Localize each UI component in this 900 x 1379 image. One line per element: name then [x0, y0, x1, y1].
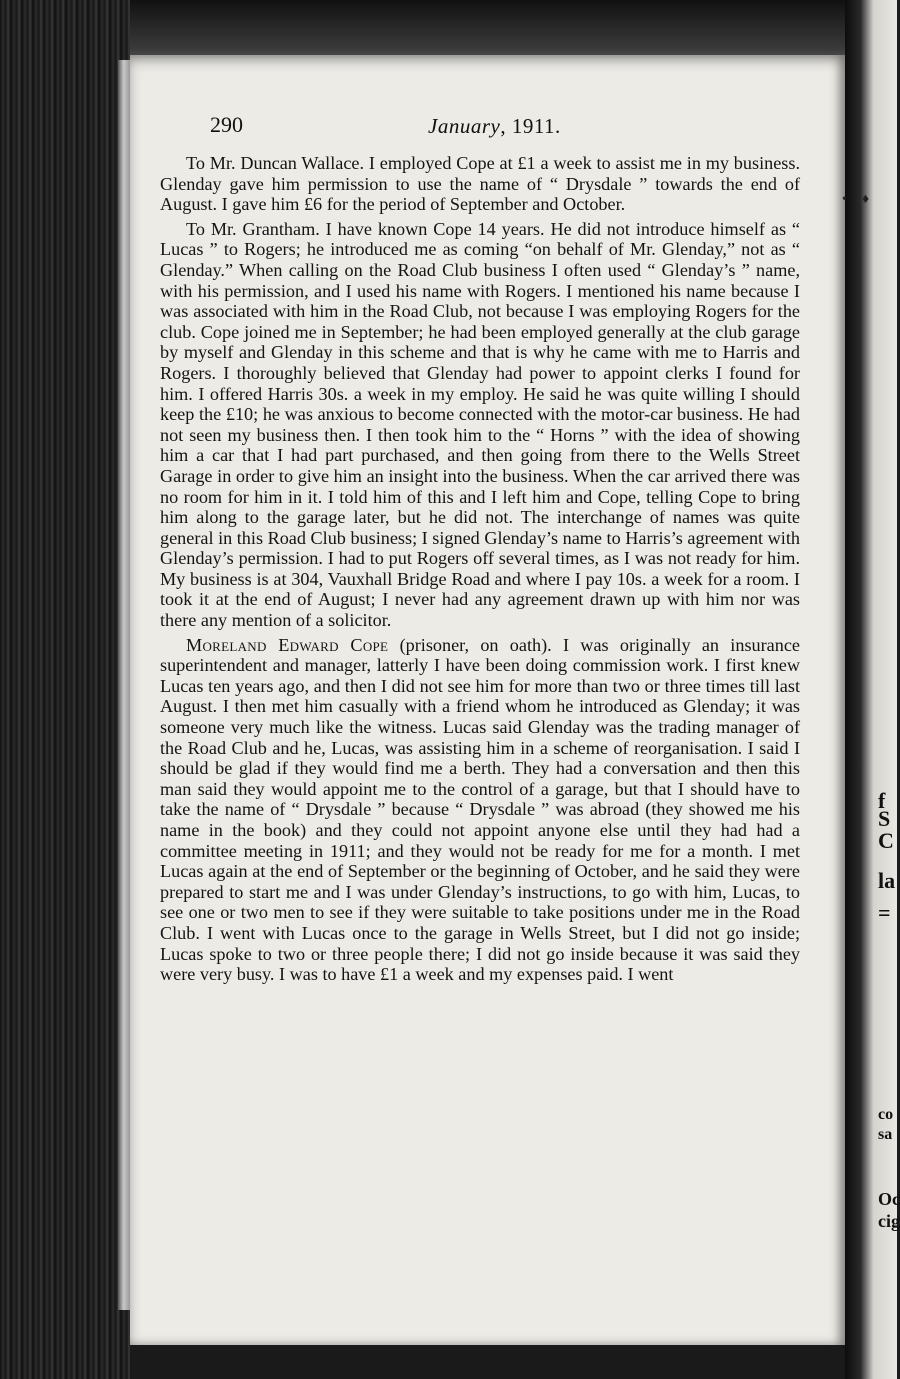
running-title-year: , 1911.	[500, 114, 561, 138]
margin-mark: ♦	[862, 192, 870, 207]
adjacent-page-fragment: cig	[878, 1211, 900, 1231]
witness-name: Moreland Edward Cope	[186, 634, 389, 655]
adjacent-page-fragment: Oc	[878, 1189, 900, 1209]
adjacent-page-fragment: co	[878, 1106, 894, 1123]
adjacent-page-fragment: =	[878, 900, 891, 925]
adjacent-page-strip	[845, 0, 900, 1379]
adjacent-page-fragment: sa	[878, 1126, 893, 1143]
paragraph-text: To Mr. Grantham. I have known Cope 14 years. He did not introduce himself as “ Lucas ” to Rogers; he introduced me as coming “on behalf of Mr. Glenday,” not as “ Glenday.” When calling on the Road Club business I often used “ Glenday’s ” name, with his permission, and I used his name with Rogers. I mentioned his name because I was associated with him in the Road Club, not because I was employing Rogers for the club. Cope joined me in September; he had been employed generally at the club garage by myself and Glenday in this scheme and that is why he came with me to Harris and Rogers. I thoroughly believed that Glenday had power to appoint clerks I found for him. I offered Harris 30s. a week in my employ. He said he was quite willing I should keep the £10; he was anxious to become connected with the motor-car business. He had not seen my business then. I then took him to the “ Horns ” with the idea of showing him a car that I had part purchased, and then going from there to the Wells Street Garage in order to give him an insight into the business. When the car arrived there was no room for him in it. I told him of this and I left him and Cope, telling Cope to bring him along to the garage later, but he did not. The interchange of names was quite general in this Road Club business; I signed Glenday’s name to Harris’s agreement with Glenday’s permission. I had to put Rogers off several times, as I was not ready for him. My business is at 304, Vauxhall Bridge Road and where I pay 10s. a week for a room. I took it at the end of August; I never had any agreement drawn up with him nor was there any mention of a solicitor.	[160, 218, 800, 631]
paragraph-text: To Mr. Duncan Wallace. I employed Cope at £1 a week to assist me in my business. Glenday gave him permission to use the name of “ Drysdale ” towards the end of August. I gave him £6 for the period of September and October.	[160, 153, 800, 215]
body-text	[160, 153, 800, 985]
adjacent-page-fragment: C	[878, 828, 894, 853]
margin-mark: •	[842, 192, 847, 207]
running-title	[428, 114, 561, 139]
running-title-month: January	[428, 114, 501, 138]
running-head	[210, 112, 810, 142]
paragraph-text: (prisoner, on oath). I was originally an insurance superintendent and manager, latterly I have been doing commission work. I first knew Lucas ten years ago, and then I did not see him for more than two or three times till last August. I then met him casually with a friend whom he introduced as Glenday; it was someone very much like the witness. Lucas said Glenday was the trading manager of the Road Club and he, Lucas, was assisting him in a scheme of reorganisation. I said I should be glad if they would find me a berth. They had a conversation and then this man said they would appoint me to the control of a garage, but that I should have to take the name of “ Drysdale ” because “ Drysdale ” was abroad (they showed me his name in the book) and they could not appoint anyone else until they had had a committee meeting in 1911; and they would not be ready for me for a month. I met Lucas again at the end of September or the beginning of October, and he said they were prepared to start me and I was under Glenday’s instructions, to go with him, Lucas, to see one or two men to see if they were suitable to take positions under me in the Road Club. I went with Lucas once to the garage in Wells Street, but I did not go inside; Lucas spoke to two or three people there; I did not go inside because it was said they were very busy. I was to have £1 a week and my expenses paid. I went	[160, 634, 800, 985]
page-number: 290	[210, 112, 243, 137]
paragraph-cope-testimony	[160, 635, 800, 985]
adjacent-page-fragment: f	[878, 788, 886, 813]
paragraph-grantham	[160, 219, 800, 631]
adjacent-page-fragment: S	[878, 806, 891, 831]
paragraph-wallace	[160, 153, 800, 215]
adjacent-page-fragment: la	[878, 868, 896, 893]
book-spine-gutter	[0, 0, 130, 1379]
